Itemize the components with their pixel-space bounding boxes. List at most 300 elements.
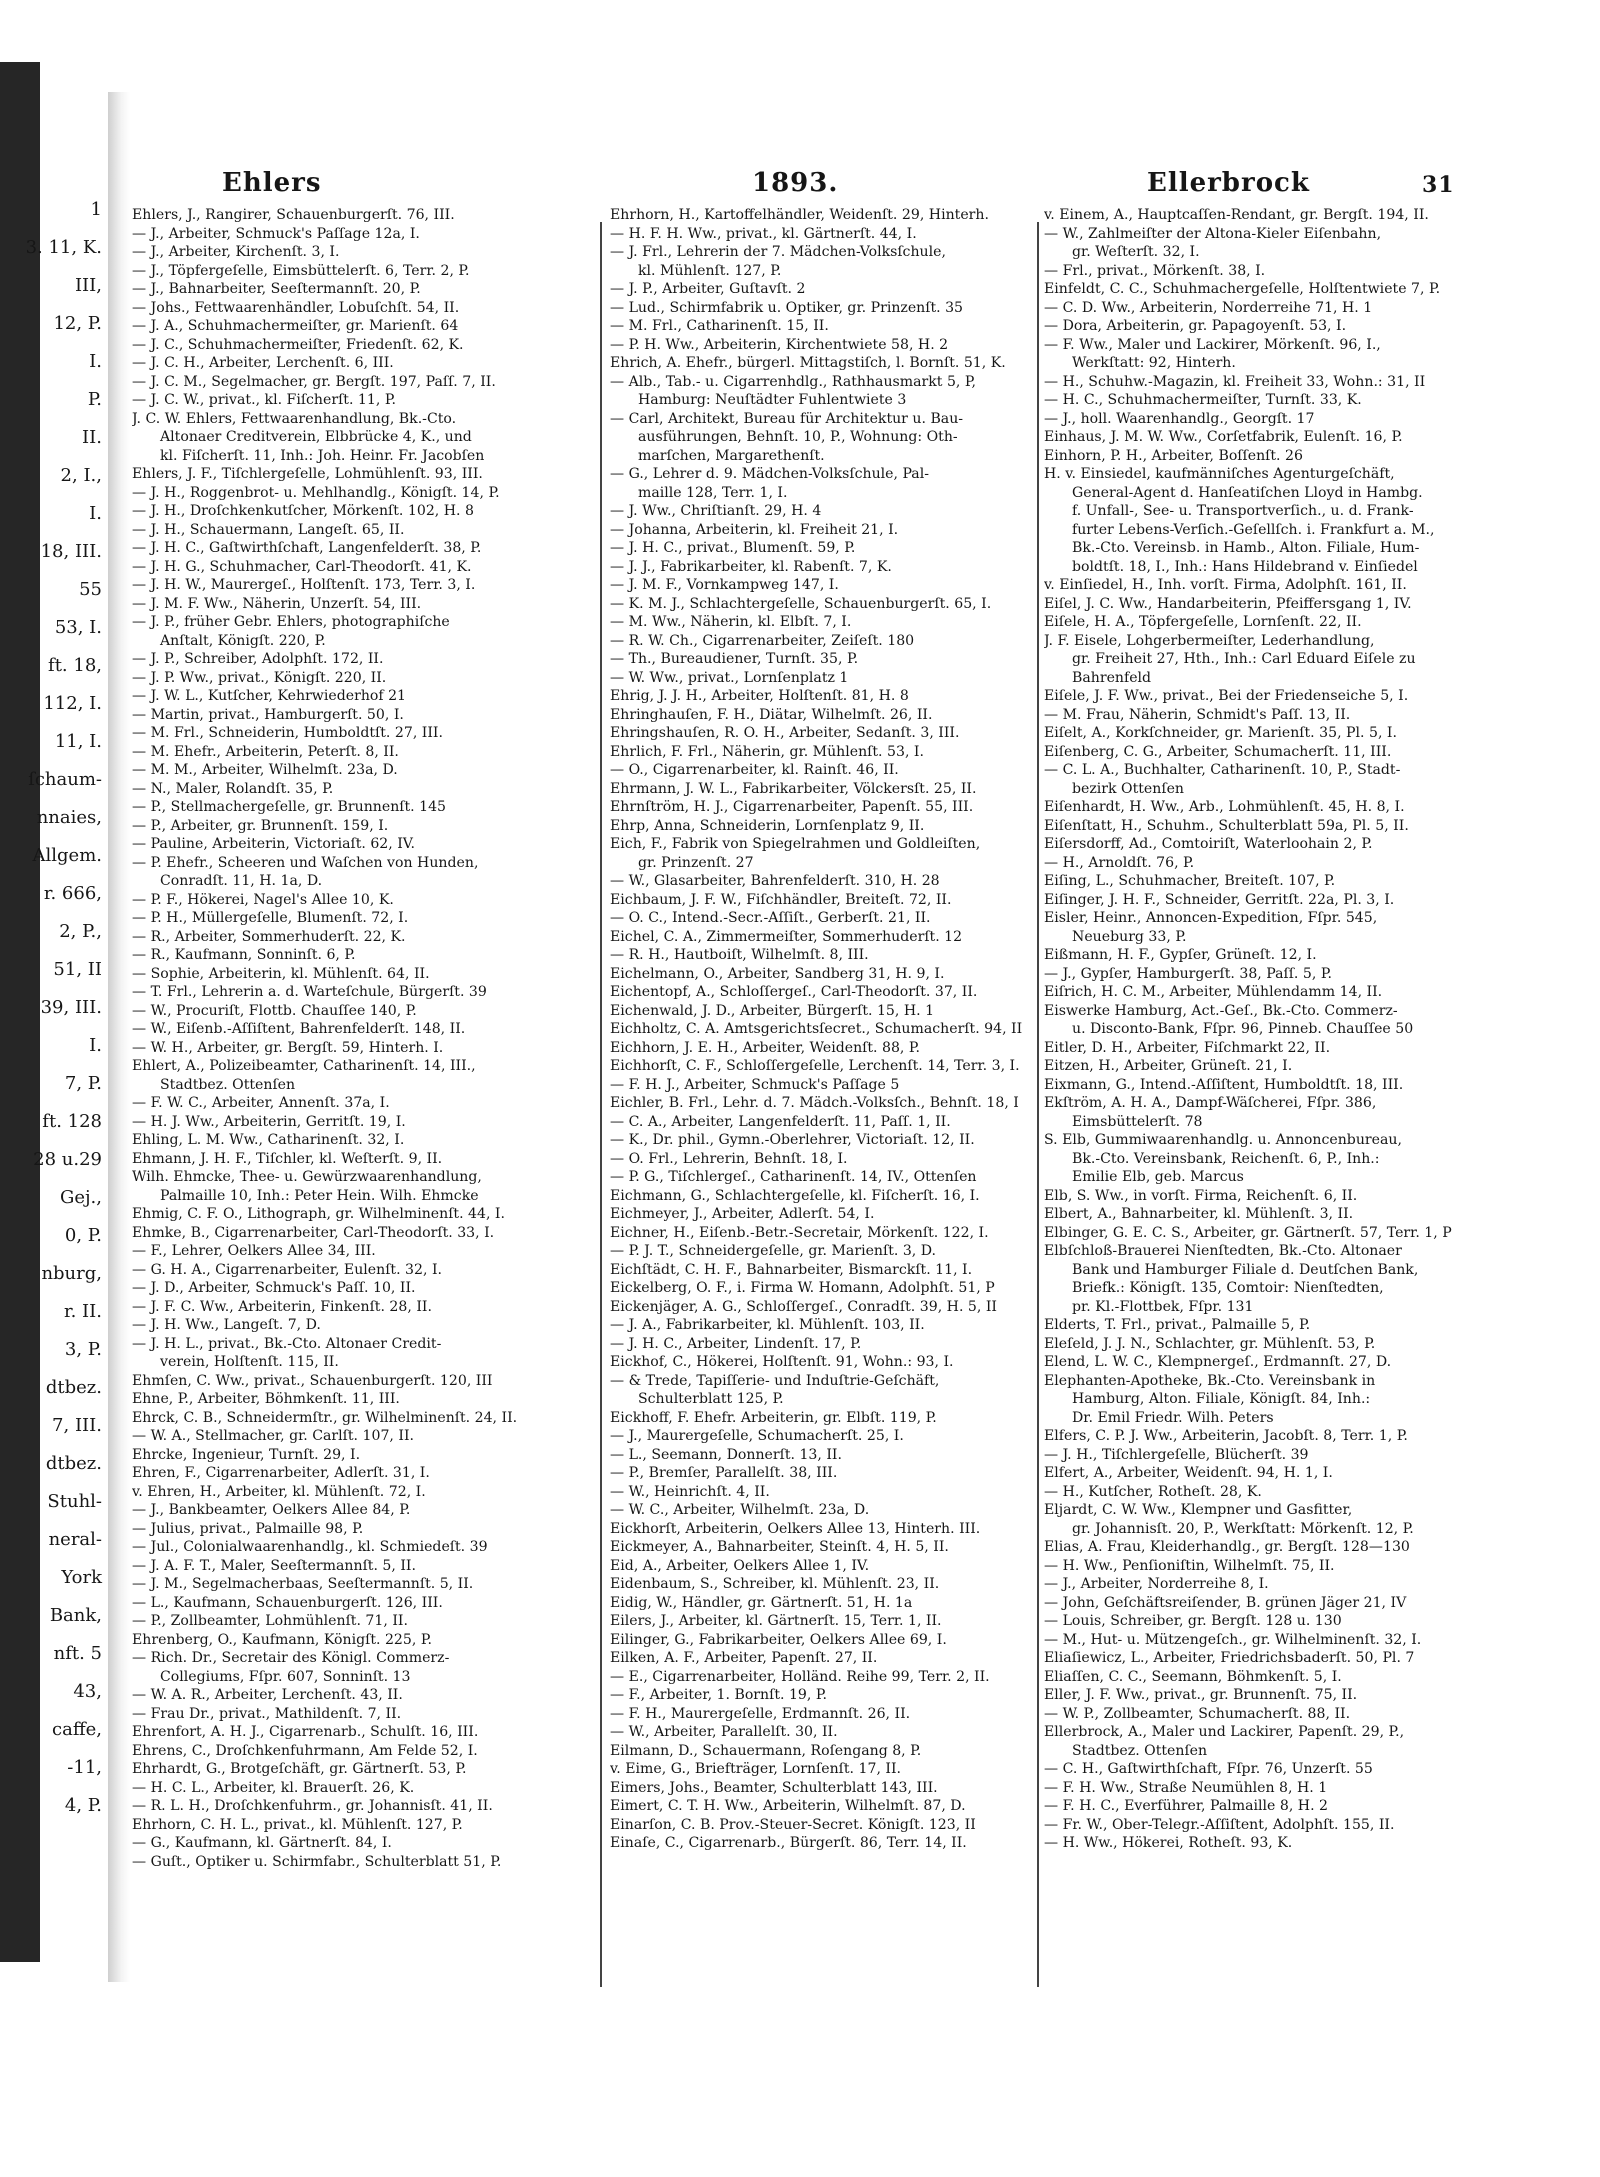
directory-entry: gr. Freiheit 27, Hth., Inh.: Carl Eduard Eiſele zu <box>1072 651 1416 667</box>
directory-entry: Bahrenfeld <box>1072 669 1152 686</box>
directory-entry: Eiſing, L., Schuhmacher, Breiteſt. 107, P. <box>1044 873 1336 889</box>
previous-page-text: neral- <box>48 1529 102 1550</box>
directory-entry: Ehrig, J. J. H., Arbeiter, Holſtenſt. 81, H. 8 <box>610 688 909 704</box>
directory-entry: Elbert, A., Bahnarbeiter, kl. Mühlenſt. 3, II. <box>1044 1206 1354 1222</box>
directory-entry: — O. C., Intend.-Secr.-Aſſiſt., Gerberſt. 21, II. <box>610 910 931 926</box>
directory-entry: — H., Kutſcher, Rotheſt. 28, K. <box>1044 1483 1262 1500</box>
directory-entry: maille 128, Terr. 1, I. <box>638 484 788 501</box>
directory-entry: Eljardt, C. W. Ww., Klempner und Gasfitter, <box>1044 1502 1353 1518</box>
directory-entry: — P. F., Hökerei, Nagel's Allee 10, K. <box>132 891 394 908</box>
directory-entry: — J., Töpfergeſelle, Eimsbüttelerſt. 6, Terr. 2, P. <box>132 262 470 279</box>
previous-page-text: II. <box>82 427 102 448</box>
directory-entry: Ehlert, A., Polizeibeamter, Catharinenſt. 14, III., <box>132 1058 476 1074</box>
directory-entry: — M., Hut- u. Mützengeſch., gr. Wilhelminenſt. 32, I. <box>1044 1631 1422 1648</box>
directory-entry: Eilken, A. F., Arbeiter, Papenſt. 27, II. <box>610 1650 878 1666</box>
directory-entry: — M. Ww., Näherin, kl. Elbſt. 7, I. <box>610 614 852 630</box>
directory-entry: — J. F. C. Ww., Arbeiterin, Finkenſt. 28, II. <box>132 1298 432 1315</box>
directory-entry: — F. H. C., Everführer, Palmaille 8, H. 2 <box>1044 1798 1329 1814</box>
previous-page-text: 3, P. <box>64 1339 102 1360</box>
previous-page-text: caffe, <box>52 1719 102 1740</box>
directory-entry: — Pauline, Arbeiterin, Victoriaſt. 62, IV. <box>132 836 415 852</box>
directory-entry: Eiſersdorff, Ad., Comtoiriſt, Waterloohain 2, P. <box>1044 836 1373 852</box>
directory-entry: — J. P. Ww., privat., Königſt. 220, II. <box>132 669 387 686</box>
directory-entry: Wilh. Ehmcke, Thee- u. Gewürzwaarenhandlung, <box>132 1169 482 1185</box>
directory-entry: Ehrmann, J. W. L., Fabrikarbeiter, Völckersſt. 25, II. <box>610 780 977 797</box>
previous-page-text: nburg, <box>41 1263 102 1284</box>
directory-entry: — W. P., Zollbeamter, Schumacherſt. 88, II. <box>1044 1705 1351 1722</box>
directory-entry: — J. H. L., privat., Bk.-Cto. Altonaer Credit- <box>132 1335 442 1352</box>
column-rule-1 <box>600 222 602 1987</box>
directory-entry: — H. C. L., Arbeiter, kl. Brauerſt. 26, K. <box>132 1779 415 1796</box>
directory-entry: — J. M. F., Vornkampweg 147, I. <box>610 577 839 593</box>
directory-entry: — J. W. L., Kutſcher, Kehrwiederhof 21 <box>132 688 407 704</box>
directory-entry: — J., Arbeiter, Schmuck's Paſſage 12a, I. <box>132 225 420 242</box>
previous-page-text: 18, III. <box>40 541 102 562</box>
directory-entry: — F. H., Maurergeſelle, Erdmannſt. 26, II. <box>610 1705 911 1722</box>
directory-entry: Ehmann, J. H. F., Tiſchler, kl. Weſterſt. 9, II. <box>132 1150 443 1167</box>
directory-entry: marſchen, Margarethenſt. <box>638 447 825 464</box>
directory-entry: Ehrhorn, H., Kartoffelhändler, Weidenſt. 29, Hinterh. <box>610 207 989 223</box>
directory-entry: Eimsbüttelerſt. 78 <box>1072 1113 1203 1130</box>
directory-entry: — J. J., Fabrikarbeiter, kl. Rabenſt. 7, K. <box>610 558 892 575</box>
column-2 <box>610 206 1032 2006</box>
directory-entry: Eiſele, J. F. Ww., privat., Bei der Friedenseiche 5, I. <box>1044 688 1409 704</box>
directory-entry: Ehrnſtröm, H. J., Cigarrenarbeiter, Papenſt. 55, III. <box>610 799 974 815</box>
directory-entry: Eitler, D. H., Arbeiter, Fiſchmarkt 22, II. <box>1044 1039 1331 1056</box>
directory-entry: — J. H. C., Arbeiter, Lindenſt. 17, P. <box>610 1335 862 1352</box>
directory-entry: Ehmig, C. F. O., Lithograph, gr. Wilhelminenſt. 44, I. <box>132 1206 505 1222</box>
directory-entry: Palmaille 10, Inh.: Peter Hein. Wilh. Ehmcke <box>160 1187 479 1204</box>
previous-page-text: York <box>61 1567 102 1588</box>
directory-entry: — J. A., Schuhmachermeiſter, gr. Marienſt. 64 <box>132 318 459 334</box>
column-3 <box>1044 206 1464 2006</box>
directory-entry: — John, Geſchäftsreiſender, B. grünen Jäger 21, IV <box>1044 1594 1407 1611</box>
directory-entry: Eickmeyer, A., Bahnarbeiter, Steinſt. 4, H. 5, II. <box>610 1539 949 1555</box>
directory-entry: — H. F. H. Ww., privat., kl. Gärtnerſt. 44, I. <box>610 225 917 242</box>
directory-entry: — P. H. Ww., Arbeiterin, Kirchentwiete 58, H. 2 <box>610 336 949 353</box>
directory-entry: — Johanna, Arbeiterin, kl. Freiheit 21, I. <box>610 521 899 538</box>
directory-entry: Ehrhorn, C. H. L., privat., kl. Mühlenſt. 127, P. <box>132 1816 463 1833</box>
directory-entry: Anſtalt, Königſt. 220, P. <box>160 632 326 649</box>
directory-entry: — Frau Dr., privat., Mathildenſt. 7, II. <box>132 1705 402 1722</box>
previous-page-text: ft. 128 <box>42 1111 102 1132</box>
directory-entry: — J. A., Fabrikarbeiter, kl. Mühlenſt. 103, II. <box>610 1317 925 1333</box>
directory-entry: — G., Kaufmann, kl. Gärtnerſt. 84, I. <box>132 1835 392 1851</box>
directory-entry: — F., Lehrer, Oelkers Allee 34, III. <box>132 1243 376 1259</box>
directory-entry: Eichmeyer, J., Arbeiter, Adlerſt. 54, I. <box>610 1206 875 1222</box>
directory-entry: — P. Ehefr., Scheeren und Waſchen von Hunden, <box>132 854 479 871</box>
directory-entry: — J., holl. Waarenhandlg., Georgſt. 17 <box>1044 410 1315 427</box>
directory-entry: — O., Cigarrenarbeiter, kl. Rainſt. 46, II. <box>610 762 899 778</box>
directory-entry: — Alb., Tab.- u. Cigarrenhdlg., Rathhausmarkt 5, P, <box>610 373 976 390</box>
directory-entry: — Frl., privat., Mörkenſt. 38, I. <box>1044 262 1266 279</box>
directory-entry: Ehrenfort, A. H. J., Cigarrenarb., Schulſt. 16, III. <box>132 1724 479 1740</box>
directory-entry: Stadtbez. Ottenſen <box>160 1076 296 1093</box>
directory-entry: pr. Kl.-Flottbek, Fſpr. 131 <box>1072 1298 1254 1315</box>
directory-entry: — W. H., Arbeiter, gr. Bergſt. 59, Hinterh. I. <box>132 1039 444 1056</box>
directory-entry: Eilers, J., Arbeiter, kl. Gärtnerſt. 15, Terr. 1, II. <box>610 1613 942 1629</box>
directory-entry: furter Lebens-Verſich.-Geſellſch. i. Frankfurt a. M., <box>1072 521 1435 538</box>
page-number: 31 <box>1422 172 1455 198</box>
directory-entry: — Julius, privat., Palmaille 98, P. <box>132 1520 364 1537</box>
directory-entry: Bank und Hamburger Filiale d. Deutſchen Bank, <box>1072 1261 1419 1278</box>
directory-entry: Ehringhauſen, F. H., Diätar, Wilhelmſt. 26, II. <box>610 706 933 723</box>
running-header <box>132 150 1467 214</box>
previous-page-text: nnaies, <box>36 807 102 828</box>
directory-entry: Elephanten-Apotheke, Bk.-Cto. Vereinsbank in <box>1044 1372 1376 1389</box>
directory-entry: J. F. Eisele, Lohgerbermeiſter, Lederhandlung, <box>1044 632 1375 649</box>
directory-entry: Eiſinger, J. H. F., Schneider, Gerritſt. 22a, Pl. 3, I. <box>1044 891 1395 908</box>
directory-entry: — J. H., Droſchkenkutſcher, Mörkenſt. 102, H. 8 <box>132 503 474 519</box>
previous-page-text: -11, <box>67 1757 102 1778</box>
directory-entry: — Martin, privat., Hamburgerſt. 50, I. <box>132 706 404 723</box>
directory-entry: Hamburg: Neuſtädter Fuhlentwiete 3 <box>638 392 907 408</box>
previous-page-fragment <box>0 200 108 1900</box>
directory-entry: — J. H., Roggenbrot- u. Mehlhandlg., Königſt. 14, P. <box>132 484 500 501</box>
directory-entry: Emilie Elb, geb. Marcus <box>1072 1169 1244 1185</box>
directory-entry: Eichholtz, C. A. Amtsgerichtsſecret., Schumacherſt. 94, II <box>610 1021 1023 1037</box>
directory-entry: Eitzen, H., Arbeiter, Grüneſt. 21, I. <box>1044 1058 1293 1074</box>
directory-entry: Ehrlich, F. Frl., Näherin, gr. Mühlenſt. 53, I. <box>610 743 924 760</box>
directory-entry: S. Elb, Gummiwaarenhandlg. u. Annoncenbureau, <box>1044 1132 1402 1148</box>
previous-page-text: ft. 18, <box>48 655 102 676</box>
previous-page-text: dtbez. <box>45 1377 102 1398</box>
directory-entry: — L., Seemann, Donnerſt. 13, II. <box>610 1446 842 1463</box>
directory-entry: Eilinger, G., Fabrikarbeiter, Oelkers Allee 69, I. <box>610 1631 947 1648</box>
directory-entry: — M. Frl., Catharinenſt. 15, II. <box>610 318 829 334</box>
directory-entry: — J., Bahnarbeiter, Seeſtermannſt. 20, P. <box>132 281 421 297</box>
previous-page-text: 39, III. <box>40 997 102 1018</box>
directory-entry: Eichler, B. Frl., Lehr. d. 7. Mädch.-Volksſch., Behnſt. 18, I <box>610 1095 1019 1111</box>
directory-entry: — Johs., Fettwaarenhändler, Lobuſchſt. 54, II. <box>132 299 460 316</box>
previous-page-text: III, <box>74 275 102 296</box>
directory-entry: — W., Arbeiter, Parallelſt. 30, II. <box>610 1724 838 1740</box>
directory-entry: J. C. W. Ehlers, Fettwaarenhandlung, Bk.-Cto. <box>132 410 457 427</box>
previous-page-text: 1 <box>90 200 102 220</box>
previous-page-text: Allgem. <box>32 845 102 866</box>
directory-entry: — J. A. F. T., Maler, Seeſtermannſt. 5, II. <box>132 1557 416 1574</box>
directory-entry: Ehling, L. M. Ww., Catharinenſt. 32, I. <box>132 1132 405 1148</box>
previous-page-text: nft. 5 <box>53 1643 102 1664</box>
directory-entry: — J. C., Schuhmachermeiſter, Friedenſt. 62, K. <box>132 336 464 353</box>
directory-entry: — M. Frl., Schneiderin, Humboldtſt. 27, III. <box>132 725 443 741</box>
directory-entry: — W., Heinrichſt. 4, II. <box>610 1483 770 1500</box>
directory-entry: Ehren, F., Cigarrenarbeiter, Adlerſt. 31, I. <box>132 1465 430 1481</box>
directory-entry: — R. W. Ch., Cigarrenarbeiter, Zeiſeſt. 180 <box>610 632 915 649</box>
directory-entry: — J., Arbeiter, Kirchenſt. 3, I. <box>132 244 340 260</box>
directory-entry: Eiswerke Hamburg, Act.-Geſ., Bk.-Cto. Commerz- <box>1044 1002 1398 1019</box>
previous-page-text: dtbez. <box>45 1453 102 1474</box>
directory-entry: kl. Mühlenſt. 127, P. <box>638 262 782 279</box>
directory-entry: boldtſt. 18, I., Inh.: Hans Hildebrand v. Einſiedel <box>1072 558 1418 575</box>
directory-entry: Eisler, Heinr., Annoncen-Expedition, Fſpr. 545, <box>1044 910 1378 926</box>
directory-entry: Ehrich, A. Ehefr., bürgerl. Mittagstiſch, l. Bornſt. 51, K. <box>610 355 1006 371</box>
directory-entry: — & Trede, Tapiſſerie- und Induſtrie-Geſchäft, <box>610 1372 940 1389</box>
directory-entry: — J. D., Arbeiter, Schmuck's Paſſ. 10, II. <box>132 1280 416 1296</box>
directory-entry: — F. W. C., Arbeiter, Annenſt. 37a, I. <box>132 1095 390 1111</box>
directory-entry: Eiſelt, A., Korkſchneider, gr. Marienſt. 35, Pl. 5, I. <box>1044 725 1397 741</box>
directory-entry: ausführungen, Behnſt. 10, P., Wohnung: Oth- <box>638 429 958 445</box>
page-gutter-shadow <box>108 92 130 1982</box>
directory-entry: — W. C., Arbeiter, Wilhelmſt. 23a, D. <box>610 1502 870 1518</box>
directory-entry: — J. H. C., Gaſtwirthſchaft, Langenfelderſt. 38, P. <box>132 540 482 556</box>
directory-entry: — J. P., früher Gebr. Ehlers, photographiſche <box>132 614 450 630</box>
directory-entry: — M. Frau, Näherin, Schmidt's Paſſ. 13, II. <box>1044 706 1351 723</box>
previous-page-text: Stuhl- <box>47 1491 102 1512</box>
directory-entry: — C. L. A., Buchhalter, Catharinenſt. 10, P., Stadt- <box>1044 762 1401 778</box>
directory-entry: — J. H. W., Maurergeſ., Holſtenſt. 173, Terr. 3, I. <box>132 577 476 593</box>
directory-entry: Bk.-Cto. Vereinsbank, Reichenſt. 6, P., Inh.: <box>1072 1150 1380 1167</box>
directory-entry: — O. Frl., Lehrerin, Behnſt. 18, I. <box>610 1150 848 1167</box>
previous-page-text: 12, P. <box>53 313 102 334</box>
previous-page-text: 55 <box>79 579 102 600</box>
directory-entry: — T. Frl., Lehrerin a. d. Warteſchule, Bürgerſt. 39 <box>132 984 487 1000</box>
directory-entry: Eleſeld, J. J. N., Schlachter, gr. Mühlenſt. 53, P. <box>1044 1335 1376 1352</box>
directory-entry: — R., Kaufmann, Sonninſt. 6, P. <box>132 947 356 963</box>
directory-entry: — C. D. Ww., Arbeiterin, Norderreihe 71, H. 1 <box>1044 299 1373 316</box>
directory-entry: Elb, S. Ww., in vorſt. Firma, Reichenſt. 6, II. <box>1044 1187 1358 1204</box>
directory-entry: kl. Fiſcherſt. 11, Inh.: Joh. Heinr. Fr. Jacobſen <box>160 447 485 464</box>
directory-entry: — M. M., Arbeiter, Wilhelmſt. 23a, D. <box>132 762 398 778</box>
directory-entry: Collegiums, Fſpr. 607, Sonninſt. 13 <box>160 1668 411 1685</box>
directory-entry: — W., Glasarbeiter, Bahrenfelderſt. 310, H. 28 <box>610 873 940 889</box>
directory-entry: Ehrens, C., Droſchkenfuhrmann, Am Felde 52, I. <box>132 1742 478 1759</box>
directory-entry: Eichenwald, J. D., Arbeiter, Bürgerſt. 15, H. 1 <box>610 1002 935 1019</box>
directory-entry: General-Agent d. Hanſeatiſchen Lloyd in Hambg. <box>1072 484 1423 501</box>
directory-entry: — H., Schuhw.-Magazin, kl. Freiheit 33, Wohn.: 31, II <box>1044 373 1426 390</box>
directory-entry: v. Ehren, H., Arbeiter, kl. Mühlenſt. 72, I. <box>132 1483 426 1500</box>
directory-entry: Ehrenberg, O., Kaufmann, Königſt. 225, P. <box>132 1631 432 1648</box>
directory-entry: Ehmke, B., Cigarrenarbeiter, Carl-Theodorſt. 33, I. <box>132 1224 495 1241</box>
directory-entry: Neueburg 33, P. <box>1072 928 1187 945</box>
previous-page-text: Gej., <box>59 1187 102 1208</box>
directory-entry: Eiſenberg, C. G., Arbeiter, Schumacherſt. 11, III. <box>1044 743 1392 760</box>
directory-entry: — H. C., Schuhmachermeiſter, Turnſt. 33, K. <box>1044 392 1362 408</box>
column-rule-2 <box>1037 222 1039 1987</box>
directory-entry: — P., Zollbeamter, Lohmühlenſt. 71, II. <box>132 1613 408 1629</box>
directory-entry: Schulterblatt 125, P. <box>638 1391 784 1407</box>
directory-entry: v. Einſiedel, H., Inh. vorſt. Firma, Adolphſt. 161, II. <box>1044 577 1407 593</box>
directory-entry: — W., Zahlmeiſter der Altona-Kieler Eiſenbahn, <box>1044 225 1382 242</box>
directory-entry: — C. A., Arbeiter, Langenfelderſt. 11, Paſſ. 1, II. <box>610 1113 951 1130</box>
directory-entry: — Rich. Dr., Secretair des Königl. Commerz- <box>132 1650 450 1666</box>
directory-entry: Bk.-Cto. Vereinsb. in Hamb., Alton. Filiale, Hum- <box>1072 540 1420 556</box>
directory-entry: — C. H., Gaſtwirthſchaft, Fſpr. 76, Unzerſt. 55 <box>1044 1761 1373 1777</box>
directory-entry: — E., Cigarrenarbeiter, Holländ. Reihe 99, Terr. 2, II. <box>610 1668 990 1685</box>
directory-entry: Einaſe, C., Cigarrenarb., Bürgerſt. 86, Terr. 14, II. <box>610 1835 967 1851</box>
directory-entry: — W. A., Stellmacher, gr. Carlſt. 107, II. <box>132 1428 414 1444</box>
directory-entry: Eiſenhardt, H. Ww., Arb., Lohmühlenſt. 45, H. 8, I. <box>1044 799 1405 815</box>
directory-entry: — R. L. H., Droſchkenfuhrm., gr. Johannisſt. 41, II. <box>132 1798 493 1814</box>
directory-entry: — J. C. H., Arbeiter, Lerchenſt. 6, III. <box>132 355 394 371</box>
directory-entry: — W., Procuriſt, Flottb. Chauſſee 140, P. <box>132 1002 417 1019</box>
directory-entry: Eidig, W., Händler, gr. Gärtnerſt. 51, H. 1a <box>610 1594 913 1611</box>
directory-entry: — H., Arnoldſt. 76, P. <box>1044 854 1195 871</box>
directory-entry: Ellerbrock, A., Maler und Lackirer, Papenſt. 29, P., <box>1044 1724 1405 1740</box>
previous-page-text: 11, I. <box>54 731 102 752</box>
directory-entry: — Th., Bureaudiener, Turnſt. 35, P. <box>610 651 859 667</box>
directory-entry: Ehrck, C. B., Schneidermſtr., gr. Wilhelminenſt. 24, II. <box>132 1409 518 1426</box>
directory-entry: — Louis, Schreiber, gr. Bergſt. 128 u. 130 <box>1044 1613 1342 1629</box>
directory-entry: — P., Arbeiter, gr. Brunnenſt. 159, I. <box>132 817 389 834</box>
previous-page-text: 0, P. <box>64 1225 102 1246</box>
directory-entry: — R., Arbeiter, Sommerhuderſt. 22, K. <box>132 928 406 945</box>
previous-page-text: 28 u.29 <box>33 1149 102 1170</box>
directory-entry: — G. H. A., Cigarrenarbeiter, Eulenſt. 32, I. <box>132 1261 442 1278</box>
directory-entry: — J. Frl., Lehrerin der 7. Mädchen-Volksſchule, <box>610 244 946 260</box>
previous-page-text: 51, II <box>53 959 102 980</box>
directory-page <box>132 150 1467 2010</box>
directory-entry: Elderts, T. Frl., privat., Palmaille 5, P. <box>1044 1317 1311 1333</box>
directory-entry: Eickhorſt, Arbeiterin, Oelkers Allee 13, Hinterh. III. <box>610 1520 981 1537</box>
directory-entry: H. v. Einsiedel, kaufmänniſches Agenturgeſchäft, <box>1044 466 1395 482</box>
directory-entry: — Jul., Colonialwaarenhandlg., kl. Schmiedeſt. 39 <box>132 1539 488 1555</box>
directory-entry: Einfeldt, C. C., Schuhmachergeſelle, Holſtentwiete 7, P. <box>1044 281 1441 297</box>
directory-entry: Eilmann, D., Schauermann, Roſengang 8, P. <box>610 1742 922 1759</box>
previous-page-text: 7, III. <box>52 1415 102 1436</box>
directory-entry: gr. Weſterſt. 32, I. <box>1072 244 1200 260</box>
directory-entry: — P. G., Tiſchlergeſ., Catharinenſt. 14, IV., Ottenſen <box>610 1169 977 1185</box>
directory-entry: — J., Gypſer, Hamburgerſt. 38, Paſſ. 5, P. <box>1044 965 1332 982</box>
directory-entry: Briefk.: Königſt. 135, Comtoir: Nienſtedten, <box>1072 1280 1384 1296</box>
previous-page-text: 2, I., <box>60 465 102 486</box>
directory-entry: Ehlers, J., Rangirer, Schauenburgerſt. 76, III. <box>132 207 455 223</box>
directory-entry: — P. H., Müllergeſelle, Blumenſt. 72, I. <box>132 910 409 926</box>
directory-entry: — J. C. W., privat., kl. Fiſcherſt. 11, P. <box>132 392 396 408</box>
directory-entry: Ehlers, J. F., Tiſchlergeſelle, Lohmühlenſt. 93, III. <box>132 466 483 482</box>
directory-entry: — W. A. R., Arbeiter, Lerchenſt. 43, II. <box>132 1687 403 1703</box>
directory-entry: — Carl, Architekt, Bureau für Architektur u. Bau- <box>610 410 964 427</box>
directory-entry: f. Unfall-, See- u. Transportverſich., u. d. Frank- <box>1072 503 1414 519</box>
previous-page-text: ſchaum- <box>28 769 102 790</box>
directory-entry: bezirk Ottenſen <box>1072 780 1184 797</box>
directory-entry: Eichhorn, J. E. H., Arbeiter, Weidenſt. 88, P. <box>610 1039 920 1056</box>
previous-page-text: 112, I. <box>43 693 102 714</box>
directory-entry: — H. Ww., Penſioniſtin, Wilhelmſt. 75, II. <box>1044 1557 1335 1574</box>
directory-entry: — J., Maurergeſelle, Schumacherſt. 25, I. <box>610 1428 904 1444</box>
previous-page-text: I. <box>89 1035 102 1056</box>
directory-entry: — J., Bankbeamter, Oelkers Allee 84, P. <box>132 1502 411 1518</box>
directory-entry: Ehne, P., Arbeiter, Böhmkenſt. 11, III. <box>132 1391 400 1407</box>
directory-entry: — M. Ehefr., Arbeiterin, Peterſt. 8, II. <box>132 743 399 760</box>
directory-entry: Eiſenſtatt, H., Schuhm., Schulterblatt 59a, Pl. 5, II. <box>1044 817 1409 834</box>
previous-page-text: 7, P. <box>64 1073 102 1094</box>
directory-entry: Ehrcke, Ingenieur, Turnſt. 29, I. <box>132 1446 361 1463</box>
directory-entry: — J., Arbeiter, Norderreihe 8, I. <box>1044 1576 1269 1592</box>
directory-entry: Eichhorſt, C. F., Schloſſergeſelle, Lerchenſt. 14, Terr. 3, I. <box>610 1058 1020 1074</box>
directory-entry: — H. J. Ww., Arbeiterin, Gerritſt. 19, I. <box>132 1113 406 1130</box>
directory-entry: Elfers, C. P. J. Ww., Arbeiterin, Jacobſt. 8, Terr. 1, P. <box>1044 1428 1408 1444</box>
directory-entry: Elbinger, G. E. C. S., Arbeiter, gr. Gärtnerſt. 57, Terr. 1, P <box>1044 1224 1452 1241</box>
header-year: 1893. <box>752 168 839 198</box>
directory-entry: Eliaſiewicz, L., Arbeiter, Friedrichsbaderſt. 50, Pl. 7 <box>1044 1650 1415 1666</box>
directory-entry: Eickelberg, O. F., i. Firma W. Homann, Adolphſt. 51, P <box>610 1280 995 1296</box>
previous-page-text: Bank, <box>49 1605 102 1626</box>
previous-page-text: 4, P. <box>64 1795 102 1816</box>
header-right-keyword: Ellerbrock <box>1147 168 1310 198</box>
directory-entry: Eiſele, H. A., Töpfergeſelle, Lornſenſt. 22, II. <box>1044 614 1362 630</box>
previous-page-text: 43, <box>73 1681 102 1702</box>
directory-entry: — W. Ww., privat., Lornſenplatz 1 <box>610 669 849 686</box>
directory-entry: Eller, J. F. Ww., privat., gr. Brunnenſt. 75, II. <box>1044 1687 1358 1703</box>
directory-entry: u. Disconto-Bank, Fſpr. 96, Pinneb. Chauſſee 50 <box>1072 1021 1414 1037</box>
directory-entry: Eichbaum, J. F. W., Fiſchhändler, Breiteſt. 72, II. <box>610 891 952 908</box>
directory-entry: Eickhoff, F. Ehefr. Arbeiterin, gr. Elbſt. 119, P. <box>610 1409 937 1426</box>
directory-entry: Eich, F., Fabrik von Spiegelrahmen und Goldleiſten, <box>610 836 981 852</box>
directory-entry: Eid, A., Arbeiter, Oelkers Allee 1, IV. <box>610 1557 870 1574</box>
directory-entry: Hamburg, Alton. Filiale, Königſt. 84, Inh.: <box>1072 1391 1371 1407</box>
directory-entry: Dr. Emil Friedr. Wilh. Peters <box>1072 1409 1274 1426</box>
directory-entry: Eichelmann, O., Arbeiter, Sandberg 31, H. 9, I. <box>610 965 945 982</box>
directory-entry: Eickhof, C., Hökerei, Holſtenſt. 91, Wohn.: 93, I. <box>610 1354 954 1370</box>
directory-entry: Einhaus, J. M. W. Ww., Corſetfabrik, Eulenſt. 16, P. <box>1044 429 1403 445</box>
directory-entry: Eimers, Johs., Beamter, Schulterblatt 143, III. <box>610 1779 938 1796</box>
directory-entry: Elend, L. W. C., Klempnergeſ., Erdmannſt. 27, D. <box>1044 1354 1392 1370</box>
directory-entry: verein, Holſtenſt. 115, II. <box>160 1354 339 1370</box>
directory-entry: Einarſon, C. B. Prov.-Steuer-Secret. Königſt. 123, II <box>610 1816 976 1833</box>
previous-page-text: P. <box>87 389 102 410</box>
directory-entry: gr. Johannisſt. 20, P., Werkſtatt: Mörkenſt. 12, P. <box>1072 1520 1414 1537</box>
directory-entry: — J. H., Tiſchlergeſelle, Blücherſt. 39 <box>1044 1446 1309 1463</box>
column-1 <box>132 206 594 2006</box>
directory-entry: Eichſtädt, C. H. F., Bahnarbeiter, Bismarckſt. 11, I. <box>610 1261 973 1278</box>
directory-entry: — J. H., Schauermann, Langeſt. 65, II. <box>132 521 405 538</box>
directory-entry: Eichel, C. A., Zimmermeiſter, Sommerhuderſt. 12 <box>610 928 963 945</box>
directory-entry: — J. H. C., privat., Blumenſt. 59, P. <box>610 540 856 556</box>
directory-entry: — J. P., Schreiber, Adolphſt. 172, II. <box>132 651 384 667</box>
directory-entry: Eliaſſen, C. C., Seemann, Böhmkenſt. 5, I. <box>1044 1668 1342 1685</box>
directory-entry: Eichner, H., Eiſenb.-Betr.-Secretair, Mörkenſt. 122, I. <box>610 1224 989 1241</box>
previous-page-text: r. 666, <box>43 883 102 904</box>
directory-entry: Ehmſen, C. Ww., privat., Schauenburgerſt. 120, III <box>132 1372 493 1389</box>
directory-entry: — Sophie, Arbeiterin, kl. Mühlenſt. 64, II. <box>132 965 430 982</box>
directory-entry: Ehrhardt, G., Brotgeſchäft, gr. Gärtnerſt. 53, P. <box>132 1761 467 1777</box>
directory-entry: — J. H. Ww., Langeſt. 7, D. <box>132 1317 321 1333</box>
directory-entry: — P. J. T., Schneidergeſelle, gr. Marienſt. 3, D. <box>610 1243 937 1259</box>
directory-entry: — F., Arbeiter, 1. Bornſt. 19, P. <box>610 1687 827 1703</box>
previous-page-text: 53, I. <box>54 617 102 638</box>
directory-entry: gr. Prinzenſt. 27 <box>638 854 754 871</box>
directory-entry: Werkſtatt: 92, Hinterh. <box>1072 355 1236 371</box>
directory-entry: Eichmann, G., Schlachtergeſelle, kl. Fiſcherſt. 16, I. <box>610 1187 980 1204</box>
directory-entry: — F. Ww., Maler und Lackirer, Mörkenſt. 96, I., <box>1044 336 1381 353</box>
directory-entry: Stadtbez. Ottenſen <box>1072 1742 1208 1759</box>
directory-entry: Eichentopf, A., Schloſſergeſ., Carl-Theodorſt. 37, II. <box>610 984 978 1000</box>
previous-page-text: I. <box>89 351 102 372</box>
directory-entry: — K. M. J., Schlachtergeſelle, Schauenburgerſt. 65, I. <box>610 595 992 612</box>
directory-entry: Elfert, A., Arbeiter, Weidenſt. 94, H. 1, I. <box>1044 1465 1333 1481</box>
directory-entry: — J. P., Arbeiter, Guſtavſt. 2 <box>610 281 806 297</box>
directory-entry: — J. H. G., Schuhmacher, Carl-Theodorſt. 41, K. <box>132 558 472 575</box>
directory-entry: — J. C. M., Segelmacher, gr. Bergſt. 197, Paſſ. 7, II. <box>132 373 496 390</box>
previous-page-text: I. <box>89 503 102 524</box>
directory-entry: — P., Stellmachergeſelle, gr. Brunnenſt. 145 <box>132 799 447 815</box>
previous-page-text: 2, P., <box>59 921 102 942</box>
directory-entry: Ehrp, Anna, Schneiderin, Lornſenplatz 9, II. <box>610 817 925 834</box>
directory-entry: Ekſtröm, A. H. A., Dampf-Wäſcherei, Fſpr. 386, <box>1044 1095 1377 1111</box>
directory-entry: — J. M., Segelmacherbaas, Seeſtermannſt. 5, II. <box>132 1576 474 1592</box>
directory-entry: Eimert, C. T. H. Ww., Arbeiterin, Wilhelmſt. 87, D. <box>610 1798 966 1814</box>
directory-entry: v. Eime, G., Briefträger, Lornſenſt. 17, II. <box>610 1761 902 1777</box>
directory-entry: Ehringshauſen, R. O. H., Arbeiter, Sedanſt. 3, III. <box>610 725 960 741</box>
previous-page-text: r. II. <box>63 1301 102 1322</box>
directory-entry: — P., Bremſer, Parallelſt. 38, III. <box>610 1465 838 1481</box>
directory-entry: Elbſchloß-Brauerei Nienſtedten, Bk.-Cto. Altonaer <box>1044 1243 1402 1259</box>
directory-entry: — N., Maler, Rolandſt. 35, P. <box>132 780 334 797</box>
directory-entry: v. Einem, A., Hauptcaſſen-Rendant, gr. Bergſt. 194, II. <box>1044 207 1429 223</box>
previous-page-text: 3. 11, K. <box>25 237 102 258</box>
directory-entry: Eixmann, G., Intend.-Aſſiſtent, Humboldtſt. 18, III. <box>1044 1076 1404 1093</box>
